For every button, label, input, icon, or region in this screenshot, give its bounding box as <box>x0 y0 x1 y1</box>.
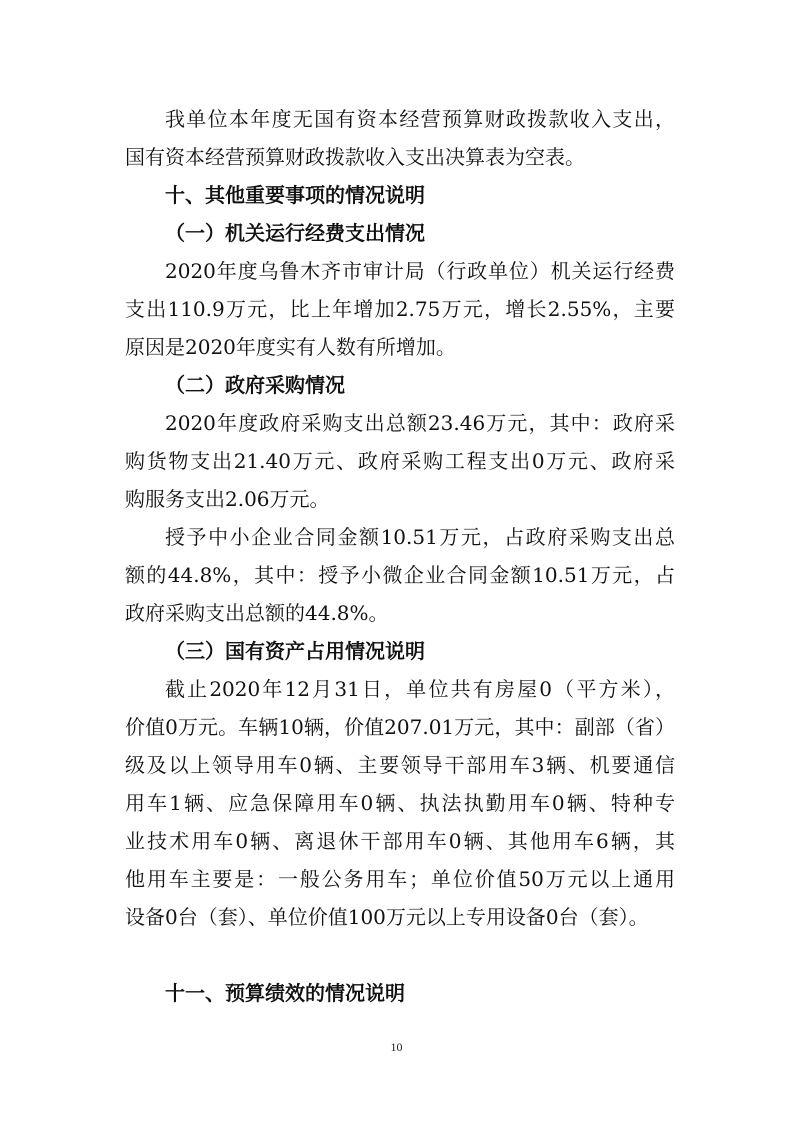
paragraph-line: 授予中小企业合同金额10.51万元，占政府采购支出总 <box>165 525 675 549</box>
paragraph-line: 购货物支出21.40万元、政府采购工程支出0万元、政府采 <box>125 449 675 473</box>
paragraph-line: 2020年度政府采购支出总额23.46万元，其中：政府采 <box>165 411 675 435</box>
paragraph-line: 截止2020年12月31日，单位共有房屋0（平方米）， <box>165 677 675 701</box>
paragraph-line: 2020年度乌鲁木齐市审计局（行政单位）机关运行经费 <box>165 259 675 283</box>
paragraph-line: 政府采购支出总额的44.8%。 <box>125 601 389 625</box>
subheading-state-assets: （三）国有资产占用情况说明 <box>165 639 425 663</box>
paragraph-line: 他用车主要是：一般公务用车；单位价值50万元以上通用 <box>125 867 675 891</box>
paragraph-line: 业技术用车0辆、离退休干部用车0辆、其他用车6辆，其 <box>125 829 675 853</box>
paragraph-line: 购服务支出2.06万元。 <box>125 487 330 511</box>
page-content <box>125 100 675 1012</box>
paragraph-line: 我单位本年度无国有资本经营预算财政拨款收入支出， <box>165 107 675 131</box>
paragraph-line: 用车1辆、应急保障用车0辆、执法执勤用车0辆、特种专 <box>125 791 675 815</box>
paragraph-line: 设备0台（套）、单位价值100万元以上专用设备0台（套）。 <box>125 905 649 929</box>
paragraph-line: 价值0万元。车辆10辆，价值207.01万元，其中：副部（省） <box>125 715 675 739</box>
section-heading-other-matters: 十、其他重要事项的情况说明 <box>165 183 425 207</box>
page-number: 10 <box>390 1040 403 1054</box>
paragraph-line: 国有资本经营预算财政拨款收入支出决算表为空表。 <box>125 145 585 169</box>
section-heading-budget-performance: 十一、预算绩效的情况说明 <box>165 981 405 1005</box>
subheading-operating-expenses: （一）机关运行经费支出情况 <box>165 221 425 245</box>
paragraph-line: 额的44.8%，其中：授予小微企业合同金额10.51万元，占 <box>125 563 675 587</box>
paragraph-line: 原因是2020年度实有人数有所增加。 <box>125 335 456 359</box>
paragraph-line: 级及以上领导用车0辆、主要领导干部用车3辆、机要通信 <box>125 753 675 777</box>
paragraph-line: 支出110.9万元，比上年增加2.75万元，增长2.55%，主要 <box>125 297 675 321</box>
subheading-government-procurement: （二）政府采购情况 <box>165 373 345 397</box>
